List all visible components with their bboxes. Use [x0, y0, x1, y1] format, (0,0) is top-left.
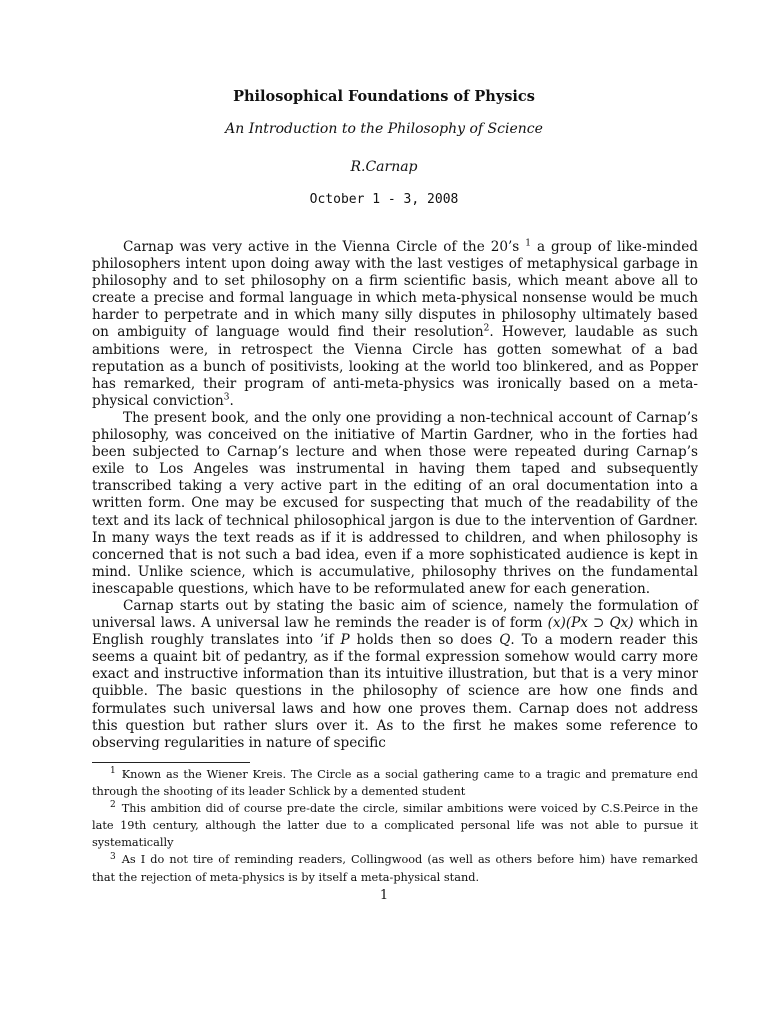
universal-law-formula: (x)(Px ⊃ Qx) — [547, 615, 634, 632]
paragraph-1 — [92, 239, 698, 410]
footnote-mark-1: 1 — [110, 766, 116, 777]
paragraph-1-part-b: a group of like-minded philosophers intent upon doing away with the last vestiges of metaphysical garbage in philosophy and to set philosophy on a firm scientific basis, which meant above all to create a precise and formal language in which meta-physical nonsense would be much harder to perpetrate and in which many silly disputes in philosophy ultimately based on ambiguity of language would find their resolution — [92, 239, 698, 341]
paragraph-3-part-b: which in English roughly translates into ’if — [92, 615, 698, 649]
paragraph-3-part-d: . To a modern reader this seems a quaint bit of pedantry, as if the formal expression somehow would carry more exact and instructive information than its intuitive illustration, but that is a very minor quibble. The basic questions in the philosophy of science are how one finds and formulates such universal laws and how one proves them. Carnap does not address this question but rather slurs over it. As to the first he makes some reference to observing regularities in nature of specific — [92, 632, 699, 751]
footnote-3 — [92, 851, 698, 885]
paragraph-2: The present book, and the only one providing a non-technical account of Carnap’s philosophy, was conceived on the initiative of Martin Gardner, who in the forties had been subjected to Carnap’s lecture and when those were repeated during Carnap’s exile to Los Angeles was instrumental in having them taped and subsequently transcribed taking a very active part in the editing of an oral documentation into a written form. One may be excused for suspecting that much of the readability of the text and its lack of technical philosophical jargon is due to the intervention of Gardner. In many ways the text reads as if it is addressed to children, and when philosophy is concerned that is not such a bad idea, even if a more sophisticated audience is kept in mind. Unlike science, which is accumulative, philosophy thrives on the fundamental inescapable questions, which have to be reformulated anew for each generation. — [92, 409, 698, 597]
page-number: 1 — [379, 888, 389, 903]
footnote-2 — [92, 800, 698, 851]
footnote-ref-1[interactable]: 1 — [525, 238, 531, 249]
footnote-1 — [92, 766, 698, 800]
footnote-text-1: Known as the Wiener Kreis. The Circle as a social gathering came to a tragic and premature end through the shooting of its leader Schlick by a demented student — [92, 768, 698, 799]
footnotes — [92, 766, 698, 886]
footnote-text-2: This ambition did of course pre-date the circle, similar ambitions were voiced by C.S.Peirce in the late 19th century, although the latter due to a complicated personal life was not able to pursue it systematically — [92, 802, 698, 850]
paragraph-3 — [92, 598, 698, 752]
paragraph-3-part-a: Carnap starts out by stating the basic aim of science, namely the formulation of universal laws. A universal law he reminds the reader is of form — [92, 597, 698, 632]
body-text — [92, 239, 698, 752]
footnote-separator — [92, 762, 250, 763]
paragraph-1-part-a: Carnap was very active in the Vienna Circle of the 20’s — [123, 239, 526, 255]
footnote-mark-2: 2 — [110, 800, 116, 811]
variable-p: P — [340, 632, 350, 649]
document-title: Philosophical Foundations of Physics — [233, 88, 535, 105]
paragraph-1-part-d: . — [229, 392, 234, 409]
document-subtitle: An Introduction to the Philosophy of Science — [225, 121, 543, 137]
footnote-mark-3: 3 — [110, 851, 116, 862]
document-date: October 1 - 3, 2008 — [309, 192, 459, 207]
document-author: R.Carnap — [350, 159, 418, 175]
paragraph-1-part-c: . However, laudable as such ambitions were, in retrospect the Vienna Circle has gotten somewhat of a bad reputation as a bunch of positivists, looking at the world too blinkered, and as Popper has remarked, their program of anti-meta-physics was ironically based on a meta-physical conviction — [92, 324, 698, 409]
variable-q: Q — [499, 632, 511, 649]
footnote-ref-2[interactable]: 2 — [483, 323, 490, 334]
footnote-ref-3[interactable]: 3 — [223, 392, 230, 403]
footnote-text-3: As I do not tire of reminding readers, Collingwood (as well as others before him) have remarked that the rejection of meta-physics is by itself a meta-physical stand. — [92, 853, 698, 884]
paragraph-3-part-c: holds then so does — [349, 632, 500, 649]
